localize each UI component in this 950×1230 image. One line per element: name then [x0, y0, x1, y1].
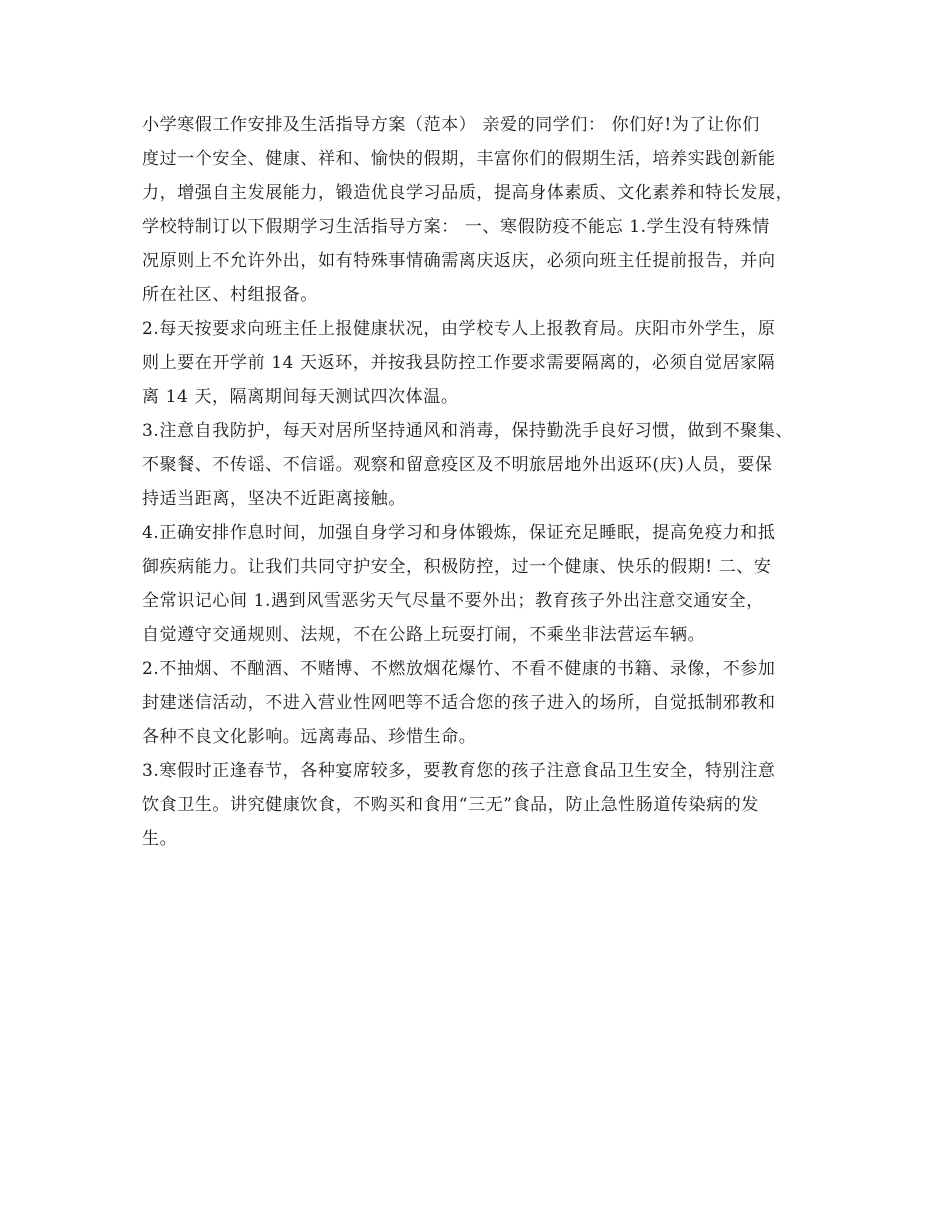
document-body — [142, 108, 832, 856]
text-line: 持适当距离，坚决不近距离接触。 — [142, 489, 406, 509]
text-line: 则上要在开学前 14 天返环，并按我县防控工作要求需要隔离的，必须自觉居家隔 — [142, 353, 776, 373]
text-line: 况原则上不允许外出，如有特殊事情确需离庆返庆，必须向班主任提前报告，并向 — [142, 251, 776, 271]
text-line: 3.注意自我防护，每天对居所坚持通风和消毒，保持勤洗手良好习惯，做到不聚集、 — [142, 421, 794, 441]
text-line: 所在社区、村组报备。 — [142, 285, 318, 305]
text-line: 自觉遵守交通规则、法规，不在公路上玩耍打闹，不乘坐非法营运车辆。 — [142, 625, 706, 645]
text-line: 不聚餐、不传谣、不信谣。观察和留意疫区及不明旅居地外出返环(庆)人员，要保 — [142, 455, 773, 475]
text-line: 力，增强自主发展能力，锻造优良学习品质，提高身体素质、文化素养和特长发展， — [142, 183, 794, 203]
text-line: 饮食卫生。讲究健康饮食，不购买和食用“三无”食品，防止急性肠道传染病的发 — [142, 795, 759, 815]
text-line: 离 14 天，隔离期间每天测试四次体温。 — [142, 387, 459, 407]
text-line: 度过一个安全、健康、祥和、愉快的假期，丰富你们的假期生活，培养实践创新能 — [142, 149, 776, 169]
text-line: 各种不良文化影响。远离毒品、珍惜生命。 — [142, 727, 477, 747]
text-line: 封建迷信活动，不进入营业性网吧等不适合您的孩子进入的场所，自觉抵制邪教和 — [142, 693, 776, 713]
text-line: 御疾病能力。让我们共同守护安全，积极防控，过一个健康、快乐的假期! 二、安 — [142, 557, 772, 577]
text-line: 2.不抽烟、不酗酒、不赌博、不燃放烟花爆竹、不看不健康的书籍、录像，不参加 — [142, 659, 776, 679]
text-line: 全常识记心间 1.遇到风雪恶劣天气尽量不要外出；教育孩子外出注意交通安全， — [142, 591, 764, 611]
text-line: 4.正确安排作息时间，加强自身学习和身体锻炼，保证充足睡眠，提高免疫力和抵 — [142, 523, 776, 543]
text-line: 2.每天按要求向班主任上报健康状况，由学校专人上报教育局。庆阳市外学生，原 — [142, 319, 776, 339]
text-line: 生。 — [142, 829, 178, 849]
text-line: 3.寒假时正逢春节，各种宴席较多，要教育您的孩子注意食品卫生安全，特别注意 — [142, 761, 776, 781]
text-line: 小学寒假工作安排及生活指导方案（范本） 亲爱的同学们： 你们好!为了让你们 — [142, 115, 760, 135]
text-line: 学校特制订以下假期学习生活指导方案： 一、寒假防疫不能忘 1.学生没有特殊情 — [142, 217, 770, 237]
